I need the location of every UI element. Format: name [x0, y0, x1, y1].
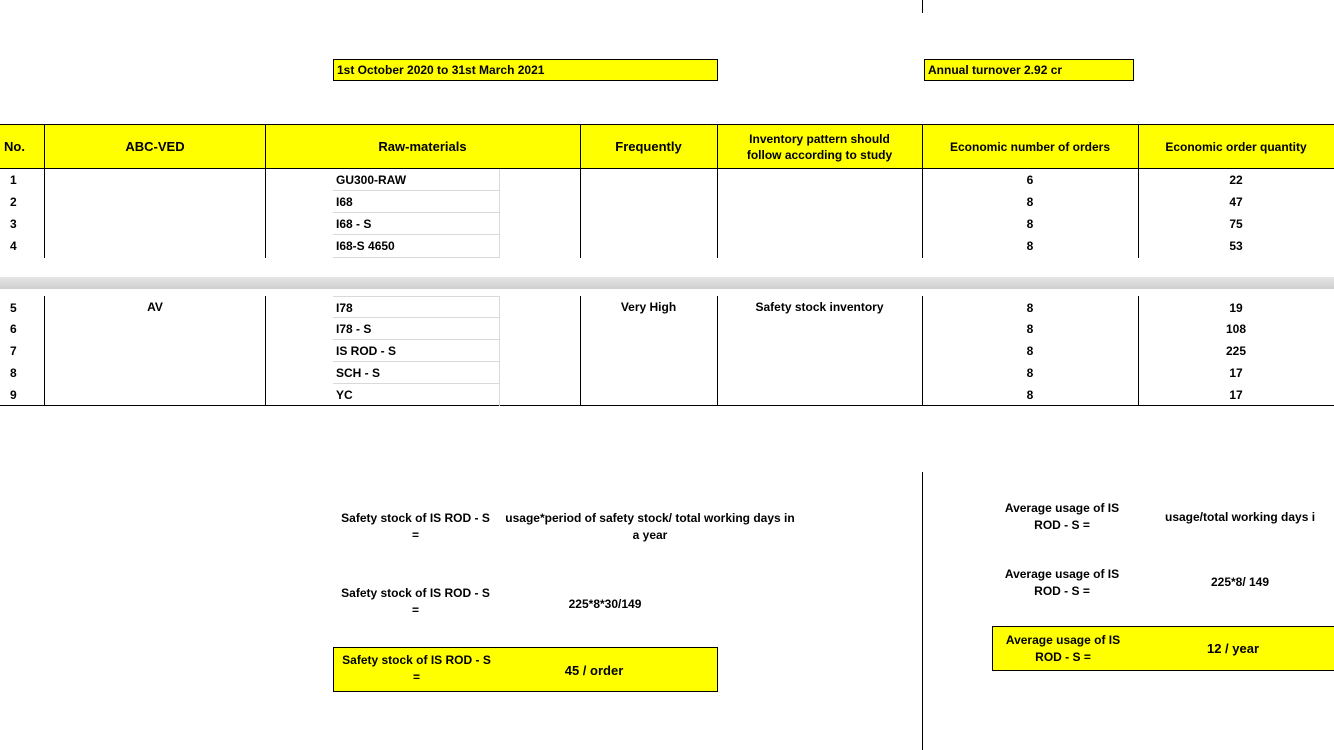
table-row-9-no: 9 — [10, 388, 17, 402]
table-row-4-raw: I68-S 4650 — [336, 239, 395, 253]
table-row-9-eno: 8 — [1026, 388, 1034, 402]
table-row-5-raw: I78 — [336, 301, 353, 315]
table-row-9-raw: YC — [336, 388, 353, 402]
safety-label-2: Safety stock of IS ROD - S = — [341, 586, 490, 617]
header-frequently: Frequently — [615, 138, 682, 154]
header-raw-materials: Raw-materials — [378, 138, 467, 154]
average-result-box — [992, 626, 1334, 671]
turnover-box — [924, 59, 1134, 81]
table-row-7-raw: IS ROD - S — [336, 344, 397, 358]
safety-label-1: Safety stock of IS ROD - S = — [341, 511, 490, 542]
table-row-1-eno: 6 — [1026, 173, 1034, 187]
table-row-1-raw: GU300-RAW — [336, 173, 407, 187]
table-row-8-no: 8 — [10, 366, 17, 380]
table-row-6-no: 6 — [10, 322, 17, 336]
group2-frequently: Very High — [620, 300, 677, 314]
table-row-5-eno: 8 — [1026, 301, 1034, 315]
period-text: 1st October 2020 to 31st March 2021 — [337, 63, 545, 77]
table-row-4-eno: 8 — [1026, 239, 1034, 253]
table-row-4-no: 4 — [10, 239, 17, 253]
table-row-2-no: 2 — [10, 195, 17, 209]
page-divider-top — [922, 0, 923, 13]
safety-formula: usage*period of safety stock/ total working days in a year — [505, 511, 795, 542]
average-result: 12 / year — [1206, 641, 1260, 656]
average-label-2: Average usage of IS ROD - S = — [1004, 567, 1120, 598]
average-calc: 225*8/ 149 — [1210, 575, 1270, 589]
table-row-7-eoq: 225 — [1225, 344, 1247, 358]
table-row-4-eoq: 53 — [1229, 239, 1243, 253]
table-row-5-no: 5 — [10, 301, 17, 315]
header-economic-number-of-orders: Economic number of orders — [949, 139, 1111, 154]
table-row-3-eno: 8 — [1026, 217, 1034, 231]
average-label-1: Average usage of IS ROD - S = — [1004, 501, 1120, 532]
group-separator — [0, 277, 1334, 289]
col-border-3 — [580, 124, 581, 258]
safety-result: 45 / order — [564, 663, 624, 678]
header-inventory-pattern: Inventory pattern should follow according to study — [746, 131, 893, 162]
safety-result-box — [333, 647, 718, 692]
table-row-1-no: 1 — [10, 173, 17, 187]
col-border-4 — [717, 124, 718, 258]
table-row-9-eoq: 17 — [1229, 388, 1243, 402]
table-row-2-eno: 8 — [1026, 195, 1034, 209]
table-row-5-eoq: 19 — [1229, 301, 1243, 315]
average-formula: usage/total working days i — [1165, 510, 1316, 524]
table-row-8-eno: 8 — [1026, 366, 1034, 380]
header-no: No. — [4, 138, 25, 154]
table-row-2-eoq: 47 — [1229, 195, 1243, 209]
header-abc-ved: ABC-VED — [125, 138, 185, 154]
table-row-6-eno: 8 — [1026, 322, 1034, 336]
table-row-6-raw: I78 - S — [336, 322, 372, 336]
table-row-7-eno: 8 — [1026, 344, 1034, 358]
average-label-3: Average usage of IS ROD - S = — [1005, 633, 1121, 664]
page-divider-bottom — [922, 472, 923, 750]
header-economic-order-quantity: Economic order quantity — [1165, 139, 1307, 154]
table-row-6-eoq: 108 — [1225, 322, 1247, 336]
turnover-text: Annual turnover 2.92 cr — [928, 63, 1063, 77]
group2-inventory-pattern: Safety stock inventory — [755, 300, 884, 314]
col-border-2 — [265, 124, 266, 258]
table-row-1-eoq: 22 — [1229, 173, 1243, 187]
table-row-8-eoq: 17 — [1229, 366, 1243, 380]
group2-abc-ved: AV — [147, 300, 163, 314]
table-row-3-no: 3 — [10, 217, 17, 231]
table-row-8-raw: SCH - S — [336, 366, 381, 380]
col-border-1 — [44, 124, 45, 258]
safety-calc: 225*8*30/149 — [568, 597, 642, 611]
safety-label-3: Safety stock of IS ROD - S = — [342, 653, 491, 684]
col-border-2b — [265, 296, 266, 406]
table-row-2-raw: I68 — [336, 195, 353, 209]
table-row-7-no: 7 — [10, 344, 17, 358]
period-box — [333, 59, 718, 81]
table-row-3-eoq: 75 — [1229, 217, 1243, 231]
table-row-3-raw: I68 - S — [336, 217, 372, 231]
